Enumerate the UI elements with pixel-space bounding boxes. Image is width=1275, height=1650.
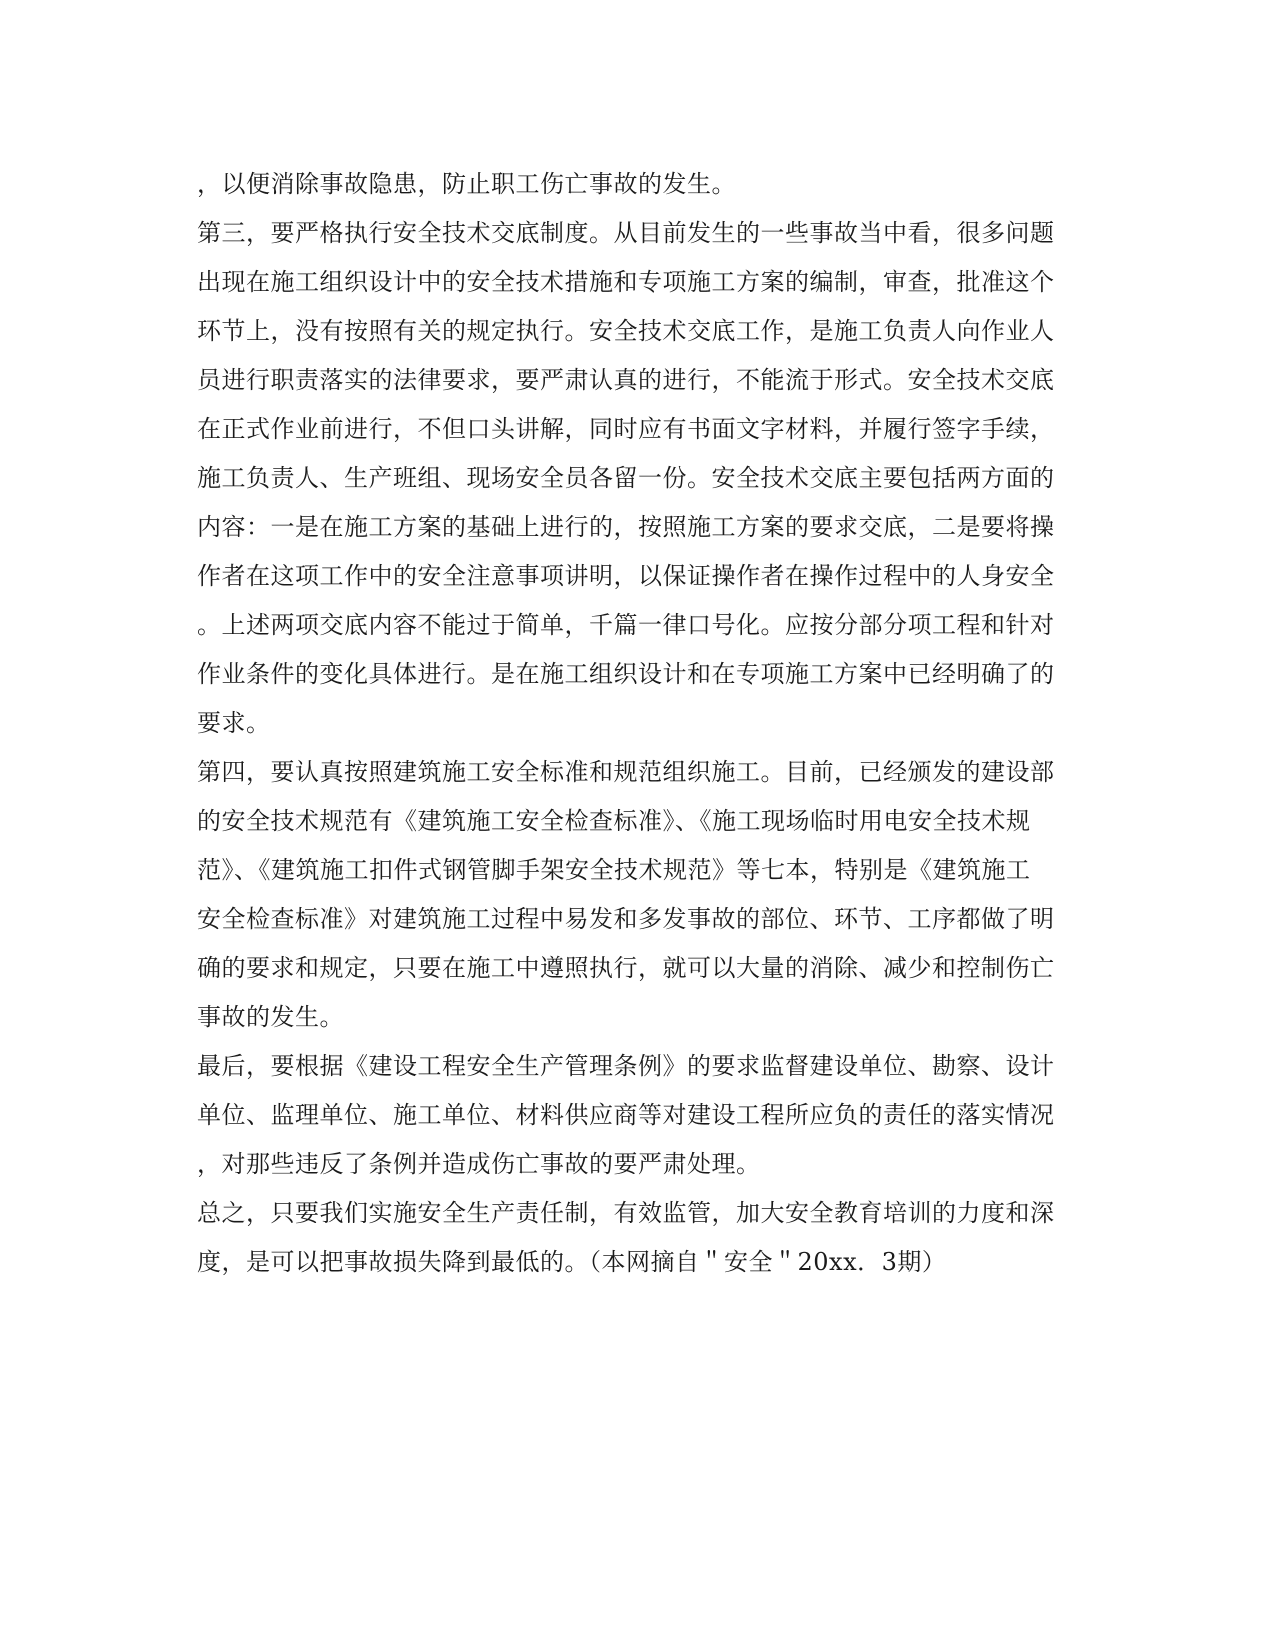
text-line: 范》、《建筑施工扣件式钢管脚手架安全技术规范》等七本，特别是《建筑施工 — [197, 856, 1031, 884]
text-line: 第三，要严格执行安全技术交底制度。从目前发生的一些事故当中看，很多问题 — [197, 219, 1055, 247]
text-line: 内容：一是在施工方案的基础上进行的，按照施工方案的要求交底，二是要将操 — [197, 513, 1055, 541]
text-line: 要求。 — [197, 709, 271, 737]
text-line: 第四，要认真按照建筑施工安全标准和规范组织施工。目前，已经颁发的建设部 — [197, 758, 1055, 786]
text-line: 的安全技术规范有《建筑施工安全检查标准》、《施工现场临时用电安全技术规 — [197, 807, 1031, 835]
text-line: 确的要求和规定，只要在施工中遵照执行，就可以大量的消除、减少和控制伤亡 — [197, 954, 1055, 982]
text-line: 总之，只要我们实施安全生产责任制，有效监管，加大安全教育培训的力度和深 — [197, 1199, 1055, 1227]
text-line: 员进行职责落实的法律要求，要严肃认真的进行，不能流于形式。安全技术交底 — [197, 366, 1055, 394]
document-body — [197, 160, 1077, 1287]
text-line: 最后，要根据《建设工程安全生产管理条例》的要求监督建设单位、勘察、设计 — [197, 1052, 1055, 1080]
text-line: 安全检查标准》对建筑施工过程中易发和多发事故的部位、环节、工序都做了明 — [197, 905, 1055, 933]
text-line: 事故的发生。 — [197, 1003, 344, 1031]
text-line: 施工负责人、生产班组、现场安全员各留一份。安全技术交底主要包括两方面的 — [197, 464, 1055, 492]
text-line: 作者在这项工作中的安全注意事项讲明，以保证操作者在操作过程中的人身安全 — [197, 562, 1055, 590]
text-line: 作业条件的变化具体进行。是在施工组织设计和在专项施工方案中已经明确了的 — [197, 660, 1055, 688]
text-line: 在正式作业前进行，不但口头讲解，同时应有书面文字材料，并履行签字手续， — [197, 415, 1055, 443]
text-line: 度，是可以把事故损失降到最低的。（本网摘自＂安全＂20xx．3期） — [197, 1248, 947, 1276]
text-line: ，以便消除事故隐患，防止职工伤亡事故的发生。 — [197, 170, 736, 198]
text-line: ，对那些违反了条例并造成伤亡事故的要严肃处理。 — [197, 1150, 761, 1178]
text-line: 环节上，没有按照有关的规定执行。安全技术交底工作，是施工负责人向作业人 — [197, 317, 1055, 345]
text-line: 单位、监理单位、施工单位、材料供应商等对建设工程所应负的责任的落实情况 — [197, 1101, 1055, 1129]
text-line: 。上述两项交底内容不能过于简单，千篇一律口号化。应按分部分项工程和针对 — [197, 611, 1055, 639]
text-line: 出现在施工组织设计中的安全技术措施和专项施工方案的编制，审查，批准这个 — [197, 268, 1055, 296]
